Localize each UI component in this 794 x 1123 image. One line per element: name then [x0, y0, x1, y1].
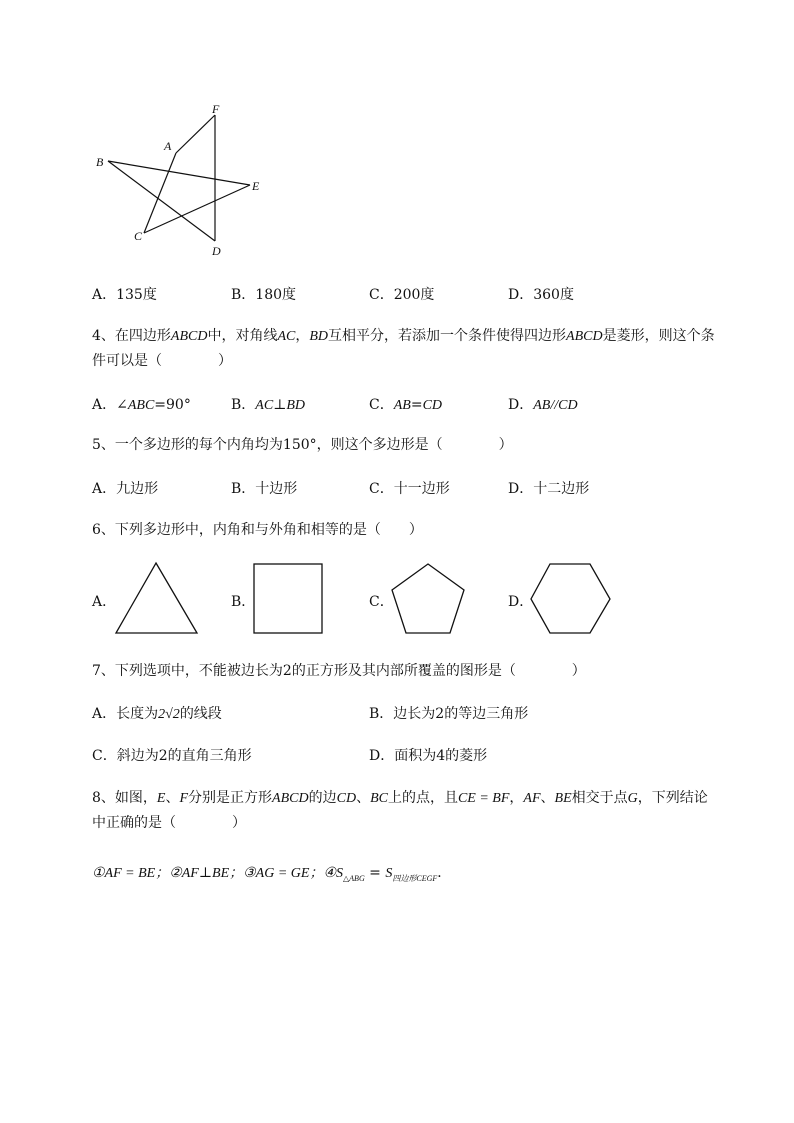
q4-var-bd: BD: [309, 329, 329, 344]
q7-option-a: [92, 703, 222, 723]
q8-var-f: F: [179, 791, 189, 806]
q8-s2-subscript: 四边形CEGF: [392, 873, 438, 883]
q8-var-af: AF: [523, 791, 541, 806]
q4-option-d-var2: CD: [558, 398, 578, 413]
q8-var-g: G: [627, 791, 638, 806]
q4-option-c: [369, 394, 442, 414]
q4-text: ，: [295, 328, 310, 344]
q8-stem-line1: [92, 787, 708, 807]
q4-stem-line1: [92, 325, 715, 345]
q4-text: 中，对角线: [207, 328, 278, 344]
q6-hexagon-shape: [529, 562, 613, 636]
q4-option-b-var2: BD: [286, 398, 306, 413]
q4-option-d-sym: //: [550, 398, 559, 413]
q8-conclusions-main: ①AF = BE；②AF⊥BE；③AG = GE；④: [92, 866, 337, 881]
q4-var-abcd: ABCD: [170, 329, 208, 344]
figure-label-d: D: [212, 244, 221, 258]
q4-var-abcd: ABCD: [566, 329, 603, 344]
q4-option-d-prefix: D．: [508, 397, 534, 413]
q7-stem: 7、下列选项中，不能被边长为2的正方形及其内部所覆盖的图形是（ ）: [92, 663, 586, 679]
q7-option-b: B．边长为2的等边三角形: [369, 706, 529, 722]
q8-conclusions: [92, 862, 451, 884]
q7-option-c: C．斜边为2的直角三角形: [92, 748, 252, 764]
q8-text: ，下列结论: [637, 790, 708, 806]
q5-option-a: A．九边形: [92, 481, 159, 497]
q8-text: ，: [509, 790, 524, 806]
q8-condition: CE = BF: [457, 791, 510, 806]
q8-var-cd: CD: [336, 791, 357, 806]
q5-option-b: B．十边形: [231, 481, 298, 497]
q4-stem-line2: 件可以是（ ）: [92, 353, 232, 369]
q4-option-a-prefix: A．∠: [92, 397, 128, 413]
q8-text: 、: [540, 790, 555, 806]
q8-stem-line2: 中正确的是（ ）: [92, 815, 246, 831]
q8-text: 、: [356, 790, 371, 806]
q4-option-c-var2: CD: [422, 398, 443, 413]
q8-var-abcd: ABCD: [272, 791, 309, 806]
q8-s1: S: [336, 866, 344, 881]
figure-label-c: C: [134, 229, 143, 243]
q7-option-d: D．面积为4的菱形: [369, 748, 488, 764]
q8-text: 上的点，且: [387, 790, 458, 806]
figure-line-af: [176, 115, 215, 153]
figure-label-e: E: [252, 179, 260, 193]
q3-option-a: A．135度: [92, 287, 157, 303]
q4-option-d-var1: AB: [533, 398, 551, 413]
q4-option-a: [92, 394, 191, 414]
q8-var-e: E: [156, 791, 166, 806]
q4-option-b-prefix: B．: [231, 397, 256, 413]
figure-label-b: B: [96, 155, 104, 169]
q4-option-b-var1: AC: [255, 398, 274, 413]
q8-end: ．: [437, 865, 452, 881]
figure-line-bd: [108, 161, 215, 241]
q8-var-be: BE: [554, 791, 572, 806]
q4-option-c-prefix: C．: [369, 397, 394, 413]
q3-option-c: C．200度: [369, 287, 435, 303]
q4-option-b: [231, 394, 305, 414]
q6-stem: 6、下列多边形中，内角和与外角和相等的是（ ）: [92, 522, 423, 538]
q6-option-a-label: A．: [92, 594, 117, 610]
q4-text: 是菱形，则这个条: [602, 328, 715, 344]
q6-option-b-label: B．: [231, 594, 256, 610]
q8-s1-subscript: △ABG: [343, 873, 365, 883]
q4-option-d: [508, 394, 578, 414]
q3-option-d: D．360度: [508, 287, 574, 303]
q4-text: 4、在四边形: [92, 328, 171, 344]
q8-text: 的边: [308, 790, 337, 806]
q4-var-ac: AC: [277, 329, 296, 344]
figure-label-f: F: [212, 102, 220, 116]
q4-option-c-var1: AB: [393, 398, 411, 413]
q8-text: 分别是正方形: [188, 790, 273, 806]
q7-option-a-suffix: 的线段: [179, 706, 222, 722]
q5-option-d: D．十二边形: [508, 481, 590, 497]
figure-label-a: A: [164, 139, 172, 153]
figure-line-be: [108, 161, 250, 185]
q6-triangle-shape: [114, 560, 200, 636]
q8-equals: =: [364, 865, 386, 881]
q3-option-b: B．180度: [231, 287, 297, 303]
q7-option-a-math: 2√2: [158, 707, 180, 722]
q6-option-c-label: C．: [369, 594, 394, 610]
q8-var-bc: BC: [370, 791, 388, 806]
q6-pentagon-shape: [389, 562, 467, 636]
q5-stem: 5、一个多边形的每个内角均为150°，则这个多边形是（ ）: [92, 437, 513, 453]
q6-option-d-label: D．: [508, 594, 534, 610]
q3-star-figure: [90, 95, 270, 265]
q8-text: 、: [165, 790, 180, 806]
q4-text: 互相平分，若添加一个条件使得四边形: [328, 328, 567, 344]
q6-square-shape: [252, 562, 326, 636]
q5-option-c: C．十一边形: [369, 481, 450, 497]
q4-option-a-suffix: =90°: [154, 397, 191, 413]
q8-text: 相交于点: [571, 790, 628, 806]
q8-s2: S: [385, 866, 393, 881]
q4-option-a-var: ABC: [127, 398, 155, 413]
q7-option-a-prefix: A．长度为: [92, 706, 159, 722]
q4-option-c-sym: =: [410, 397, 423, 413]
q8-text: 8、如图，: [92, 790, 157, 806]
q4-option-b-sym: ⊥: [273, 397, 287, 413]
